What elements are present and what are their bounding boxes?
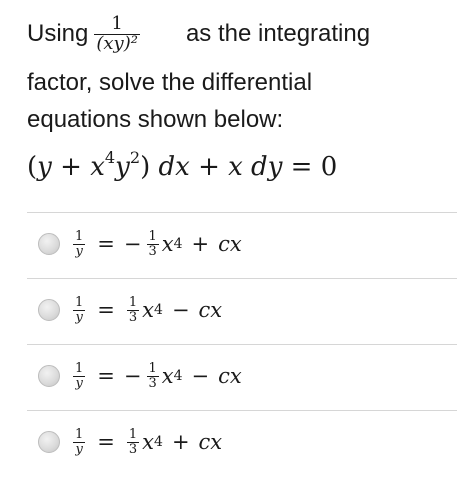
option-3-expression: $\frac{1}{y}$ = − $\frac{1}{3}$ x 4 − cx — [75, 360, 242, 391]
lhs-fraction: $\frac{1}{y}$ — [75, 294, 84, 325]
coefficient-fraction: $\frac{1}{3}$ — [128, 426, 138, 457]
coefficient-fraction: $\frac{1}{3}$ — [148, 360, 157, 391]
differential-equation: $(y + x^4y^2)$ dx + x dy = 0 — [27, 148, 338, 183]
question-line-1 — [27, 12, 370, 56]
radio-button-option-1[interactable] — [38, 233, 60, 255]
radio-button-option-2[interactable] — [38, 299, 60, 321]
question-line-3: equations shown below: — [27, 106, 284, 133]
lhs-fraction: $\frac{1}{y}$ — [75, 228, 84, 259]
coefficient-fraction: $\frac{1}{3}$ — [128, 294, 138, 325]
option-2-expression: $\frac{1}{y}$ = $\frac{1}{3}$ x 4 − cx — [75, 294, 223, 325]
answer-option-3[interactable] — [30, 344, 450, 408]
answer-option-4[interactable] — [30, 410, 450, 474]
lhs-fraction: $\frac{1}{y}$ — [75, 360, 84, 391]
integrating-factor-fraction — [94, 15, 140, 54]
answer-option-2[interactable] — [30, 278, 450, 342]
question-prefix: Using — [27, 20, 89, 47]
answer-option-1[interactable] — [30, 212, 450, 276]
option-4-expression: $\frac{1}{y}$ = $\frac{1}{3}$ x 4 + cx — [75, 426, 223, 457]
lhs-fraction: $\frac{1}{y}$ — [75, 426, 84, 457]
option-1-expression: $\frac{1}{y}$ = − $\frac{1}{3}$ x 4 + cx — [75, 228, 242, 259]
question-suffix: as the integrating — [185, 20, 371, 47]
factor-denominator: (xy)² — [96, 33, 138, 55]
factor-numerator: 1 — [111, 13, 123, 35]
coefficient-fraction: $\frac{1}{3}$ — [148, 228, 157, 259]
radio-button-option-4[interactable] — [38, 431, 60, 453]
radio-button-option-3[interactable] — [38, 365, 60, 387]
question-line-2: factor, solve the differential — [27, 69, 313, 96]
